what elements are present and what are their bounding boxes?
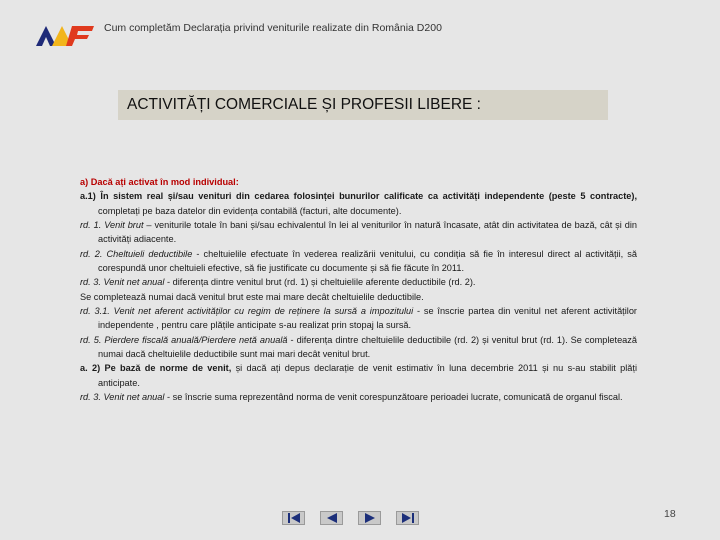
a1-text: completați pe baza datelor din evidența contabilă (facturi, alte documente).	[98, 205, 402, 216]
skip-forward-icon	[401, 513, 415, 523]
anaf-logo-icon	[34, 18, 98, 48]
paragraph-rd3-norme	[80, 390, 637, 404]
paragraph-a2	[80, 361, 637, 390]
paragraph-a1	[80, 189, 637, 218]
rd2-text: - cheltuielile efectuate în vederea realizării venitului, cu condiția să fie în interesul direct al activității, să corespundă unor cheltuieli efective, să fie justificate cu documente și să fie făcute în 2011.	[98, 248, 637, 274]
slide-body	[80, 175, 637, 405]
rd1-text: – veniturile totale în bani și/sau echivalentul în lei al veniturilor în natură încasate, atât din activitatea de bază, cât și din activități adiacente.	[98, 220, 637, 245]
note-completion: Se completează numai dacă venitul brut este mai mare decât cheltuielile deductibile.	[80, 291, 424, 302]
paragraph-rd5	[80, 333, 637, 362]
paragraph-rd2	[80, 247, 637, 276]
section-title-box	[118, 90, 608, 120]
rd31-text: - se înscrie partea din venitul net aferent activităților independente , pentru care plățile anticipate s-au realizat prin stopaj la sursă.	[98, 306, 637, 331]
a2-label: a. 2) Pe bază de norme de venit,	[80, 363, 232, 374]
rd1-label: rd. 1. Venit brut	[80, 220, 144, 231]
rd3b-text: - se înscrie suma reprezentând norma de venit corespunzătoare perioadei lucrate, comunicată de organul fiscal.	[164, 392, 623, 403]
a1-label: a.1) În sistem real și/sau venituri din cedarea folosinței bunurilor calificate ca activități independente (peste 5 contracte),	[80, 191, 637, 202]
last-slide-button[interactable]	[396, 511, 419, 525]
section-title: ACTIVITĂȚI COMERCIALE ȘI PROFESII LIBERE :	[127, 96, 481, 113]
rd3-text: - diferența dintre venitul brut (rd. 1) și cheltuielile aferente deductibile (rd. 2).	[164, 277, 476, 288]
rd31-label: rd. 3.1. Venit net aferent activităților cu regim de reținere la sursă a impozitului	[80, 306, 414, 317]
slide-navigation	[282, 511, 419, 525]
rd2-label: rd. 2. Cheltuieli deductibile	[80, 248, 193, 259]
triangle-right-icon	[363, 513, 377, 523]
rd3-label: rd. 3. Venit net anual	[80, 277, 165, 288]
presentation-header-title: Cum completăm Declarația privind veniturile realizate din România D200	[104, 22, 442, 34]
rd5-label: rd. 5. Pierdere fiscală anuală/Pierdere netă anuală	[80, 334, 288, 345]
a2-text: și dacă ați depus declarație de venit estimativ în luna decembrie 2011 și nu s-au stabilit plăți anticipate.	[98, 363, 637, 388]
previous-slide-button[interactable]	[320, 511, 343, 525]
next-slide-button[interactable]	[358, 511, 381, 525]
triangle-left-icon	[325, 513, 339, 523]
paragraph-rd1	[80, 218, 637, 247]
rd5-text: - diferența dintre cheltuielile deductibile (rd. 2) și venitul brut (rd. 1). Se completează numai dacă cheltuielile deductibile sunt mai mari decât venitul brut.	[98, 334, 637, 360]
section-heading: a) Dacă ați activat în mod individual:	[80, 177, 239, 187]
rd3b-label: rd. 3. Venit net anual	[80, 392, 165, 403]
paragraph-rd3	[80, 275, 637, 289]
first-slide-button[interactable]	[282, 511, 305, 525]
page-number: 18	[664, 508, 676, 520]
skip-back-icon	[287, 513, 301, 523]
paragraph-rd31	[80, 304, 637, 333]
